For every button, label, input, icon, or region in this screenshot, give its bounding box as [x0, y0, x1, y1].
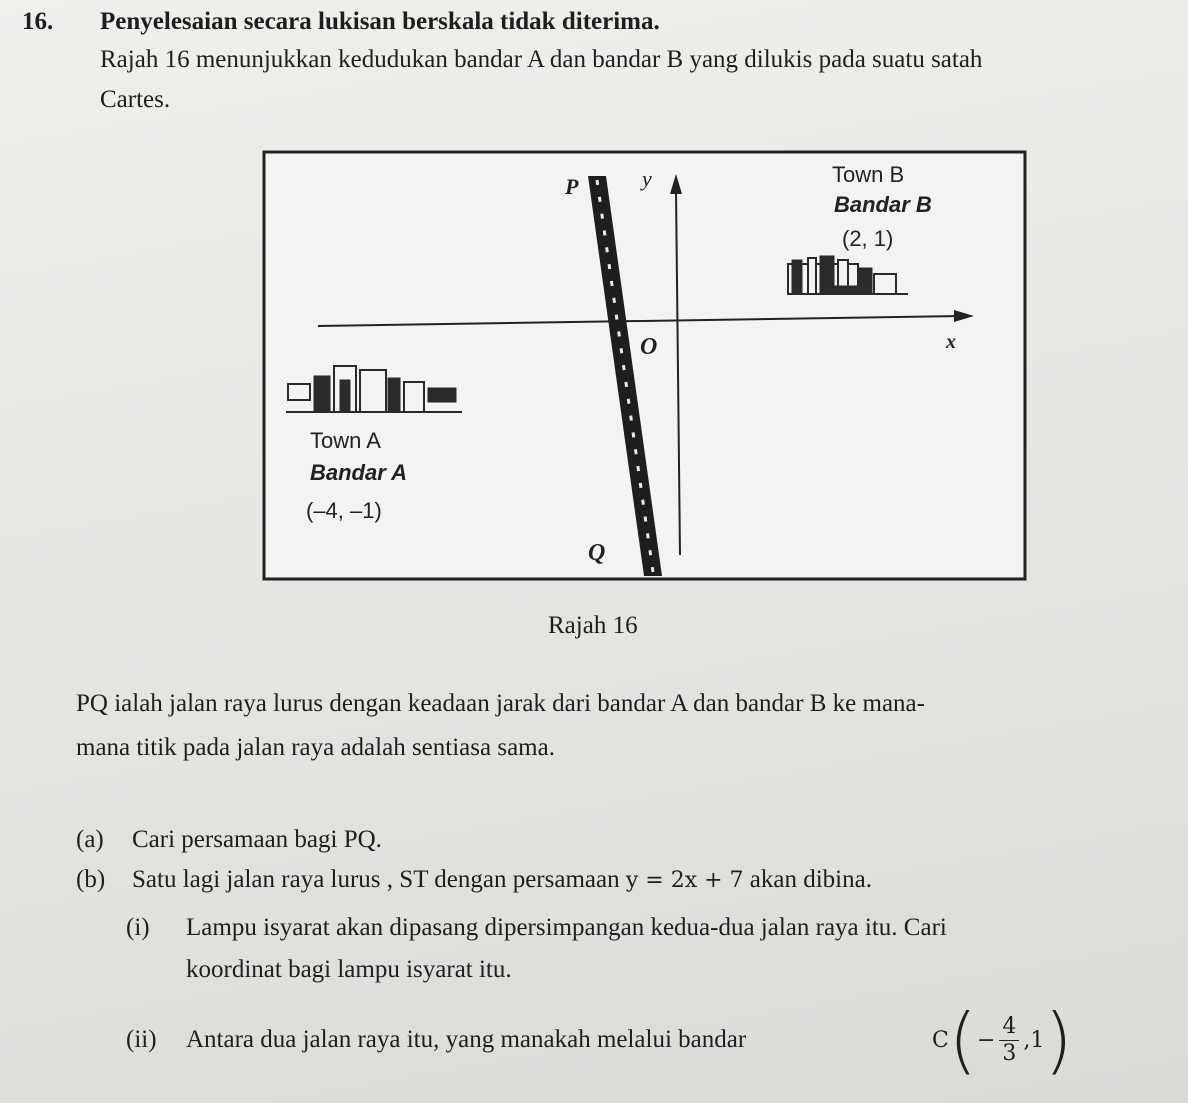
instruction-text: Penyelesaian secara lukisan berskala tidak diterima.	[100, 8, 660, 35]
label-p: P	[565, 174, 579, 199]
part-b-text-after: akan dibina.	[749, 866, 872, 893]
question-number: 16.	[22, 8, 54, 35]
part-bi-line-1: Lampu isyarat akan dipasang dipersimpangan kedua-dua jalan raya itu. Cari	[186, 914, 947, 941]
part-bi-line-2: koordinat bagi lampu isyarat itu.	[186, 956, 512, 983]
body-line-2: mana titik pada jalan raya adalah sentiasa sama.	[76, 734, 555, 761]
point-c-x-fraction	[999, 1014, 1019, 1067]
label-x: x	[946, 331, 956, 353]
body-line-1: PQ ialah jalan raya lurus dengan keadaan jarak dari bandar A dan bandar B ke mana-	[76, 690, 925, 717]
left-parenthesis: (	[948, 998, 977, 1082]
point-c-coordinate	[932, 990, 1072, 1090]
part-bi-label: (i)	[126, 914, 150, 941]
point-c-name: C	[932, 1027, 949, 1053]
part-bii-text: Antara dua jalan raya itu, yang manakah melalui bandar	[186, 1026, 747, 1053]
diagram-caption: Rajah 16	[548, 612, 638, 639]
part-a-label: (a)	[76, 826, 104, 853]
intro-line-1: Rajah 16 menunjukkan kedudukan bandar A dan bandar B yang dilukis pada suatu satah	[100, 46, 983, 73]
town-b-malay-label: Bandar B	[834, 192, 932, 217]
part-b-text-before: Satu lagi jalan raya lurus , ST dengan persamaan	[132, 866, 620, 893]
point-c-y: 1	[1030, 1027, 1045, 1053]
part-b-sentence	[132, 866, 872, 894]
town-b-english-label: Town B	[832, 162, 905, 187]
label-q: Q	[588, 540, 606, 566]
point-c-x-sign: −	[976, 1027, 996, 1053]
part-a-text: Cari persamaan bagi PQ.	[132, 826, 382, 853]
right-parenthesis: )	[1044, 998, 1073, 1082]
st-equation: y = 2x + 7	[625, 868, 744, 893]
point-c-x-denominator: 3	[1002, 1040, 1017, 1066]
part-bii-label: (ii)	[126, 1026, 157, 1053]
label-y: y	[642, 166, 652, 191]
cartesian-diagram	[262, 140, 1028, 582]
label-o: O	[640, 334, 658, 360]
town-b-coordinate: (2, 1)	[842, 226, 894, 251]
town-a-malay-label: Bandar A	[310, 460, 407, 485]
point-c-x-numerator: 4	[999, 1014, 1019, 1041]
town-a-english-label: Town A	[310, 428, 381, 453]
part-b-label: (b)	[76, 866, 106, 893]
point-c-separator: ,	[1023, 1027, 1031, 1053]
intro-line-2: Cartes.	[100, 86, 171, 113]
town-a-coordinate: (–4, –1)	[306, 498, 382, 523]
